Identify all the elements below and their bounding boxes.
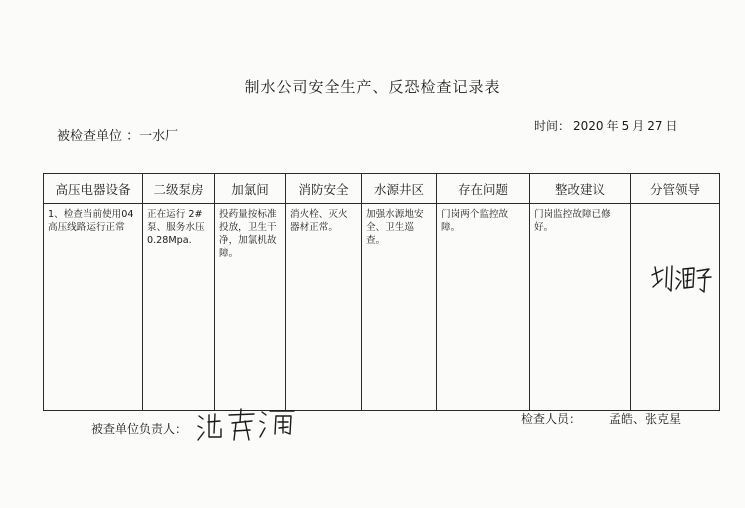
date-year-unit: 年 [606, 119, 619, 133]
date-year: 2020 [573, 119, 604, 133]
cell-chlorination-room: 投药量按标准投放，卫生干净，加氯机故障。 [215, 204, 286, 411]
date-label: 时间： [534, 119, 571, 133]
inspectors-names: 孟皓、张克星 [609, 412, 682, 426]
table-header-row [44, 174, 720, 204]
date-line [534, 117, 681, 134]
cell-secondary-pump-house: 正在运行 2#泵、服务水压0.28Mpa. [143, 204, 215, 411]
header-water-source-wells: 水源井区 [362, 174, 437, 204]
date-day: 27 [647, 119, 663, 133]
inspected-unit-value: 一水厂 [139, 129, 179, 144]
cell-leader-in-charge [631, 204, 720, 411]
header-rectification-suggestions: 整改建议 [530, 174, 631, 204]
cell-high-voltage-equipment: 1、检查当前使用04高压线路运行正常 [44, 204, 143, 411]
header-fire-safety: 消防安全 [286, 174, 362, 204]
date-month: 5 [621, 119, 630, 133]
page-title: 制水公司安全生产、反恐检查记录表 [244, 78, 501, 96]
date-month-unit: 月 [632, 119, 645, 133]
header-leader-in-charge: 分管领导 [631, 174, 720, 204]
inspection-table [43, 173, 720, 411]
inspected-unit-line [57, 125, 178, 144]
inspectors-label: 检查人员： [521, 412, 582, 426]
cell-existing-problems: 门岗两个监控故障。 [437, 204, 530, 411]
cell-water-source-wells: 加强水源地安全、卫生巡查。 [362, 204, 437, 411]
date-day-unit: 日 [665, 119, 678, 133]
cell-fire-safety: 消火栓、灭火器材正常。 [286, 204, 362, 411]
leader-signature [649, 263, 715, 297]
header-chlorination-room: 加氯间 [215, 174, 286, 204]
inspected-unit-label: 被检查单位 ： [57, 129, 140, 144]
header-existing-problems: 存在问题 [437, 174, 530, 204]
responsible-signature [196, 406, 300, 446]
table-row [44, 204, 720, 411]
responsible-line [91, 420, 187, 437]
header-secondary-pump-house: 二级泵房 [143, 174, 215, 204]
inspectors-line [521, 410, 681, 427]
responsible-label: 被查单位负责人： [91, 422, 188, 436]
cell-rectification-suggestions: 门岗监控故障已修好。 [530, 204, 631, 411]
header-high-voltage-equipment: 高压电器设备 [44, 174, 143, 204]
